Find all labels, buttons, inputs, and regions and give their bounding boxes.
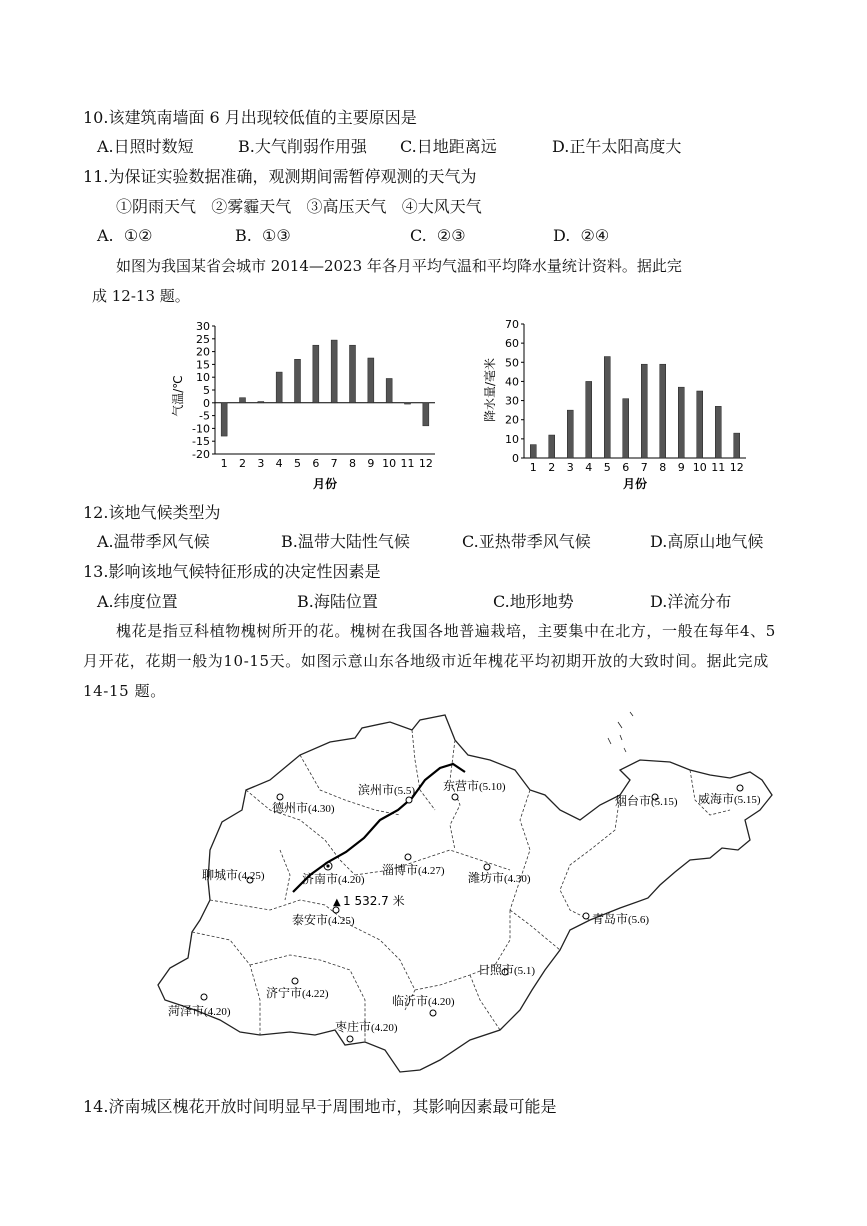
chart1-x-tick-label: 1 [220,457,228,470]
chart1-bar [350,345,356,403]
chart1-y-tick-label: 5 [203,384,210,397]
city-markers [168,778,761,1042]
chart1-x-tick-label: 4 [275,457,283,470]
chart2-x-tick-label: 9 [677,461,685,474]
chart1-x-tick-label: 7 [330,457,338,470]
chart1-bar [405,403,411,404]
q12-option-d: D.高原山地气候 [650,532,764,551]
mountain-peak-icon: ▲ [333,897,341,908]
chart2-x-tick-label: 10 [692,461,707,474]
city-marker-icon [201,994,207,1000]
chart1-y-tick-label: 30 [196,320,210,333]
chart2-x-tick-label: 1 [529,461,537,474]
capital-marker-dot [326,864,329,867]
chart2-bar [604,357,610,458]
intro-12-13-line1: 如图为我国某省会城市 2014—2023 年各月平均气温和平均降水量统计资料。据此完 [116,257,682,275]
q13-option-a: A.纬度位置 [97,592,178,611]
chart1-y-tick-label: -20 [192,448,210,461]
chart2-bar [530,445,536,458]
mountain-peak-elevation: 1 532.7 米 [343,894,405,908]
chart2-x-tick-label: 8 [659,461,667,474]
chart2-y-tick-label: 30 [505,394,519,408]
q11-option-d: D. ②④ [553,226,610,245]
chart2-x-tick-label: 12 [729,461,744,474]
chart2-bar [586,381,592,458]
chart1-bar [240,398,246,403]
intro-12-13-line2: 成 12-13 题。 [92,287,190,305]
q11-option-c: C. ②③ [410,226,466,245]
question-10-stem: 10.该建筑南墙面 6 月出现较低值的主要原因是 [83,108,417,127]
chart1-x-tick-label: 2 [239,457,246,470]
city-marker-icon [737,785,743,791]
chart1-x-tick-label: 3 [257,457,265,470]
question-11-stem: 11.为保证实验数据准确，观测期间需暂停观测的天气为 [83,167,477,186]
chart2-y-tick-label: 70 [505,318,519,331]
city-label: 枣庄市(4.20) [335,1020,398,1034]
chart2-bar [549,435,555,458]
chart2-bar [567,410,573,458]
chart2-y-tick-label: 40 [505,375,519,389]
chart2-bar [641,364,647,458]
city-marker-icon [292,978,298,984]
chart1-bar [313,345,319,403]
city-label: 聊城市(4.25) [202,868,265,882]
chart2-y-tick-label: 0 [512,452,519,465]
chart1-y-tick-label: 10 [196,371,210,385]
q13-option-c: C.地形地势 [493,592,574,611]
chart2-y-tick-label: 20 [505,413,519,427]
chart1-x-tick-label: 5 [294,457,301,470]
chart2-bar [678,387,684,458]
city-label: 滨州市(5.5) [358,783,416,797]
q13-option-b: B.海陆位置 [297,592,378,611]
chart2-ylabel: 降水量/毫米 [483,357,497,423]
chart2-y-tick-label: 50 [505,356,519,370]
city-label: 济宁市(4.22) [266,986,329,1000]
city-marker-icon [277,794,283,800]
chart1-x-tick-label: 10 [382,457,397,470]
q10-option-c: C.日地距离远 [400,137,497,156]
chart1-bar [258,402,264,403]
chart2-y-tick-label: 60 [505,337,519,351]
chart2-x-tick-label: 4 [585,461,593,474]
city-marker-icon [452,794,458,800]
q10-option-a: A.日照时数短 [97,137,194,156]
chart1-bar [276,372,282,403]
q13-option-d: D.洋流分布 [650,592,732,611]
chart2-bar [697,391,703,458]
chart1-y-tick-label: -15 [192,435,210,449]
chart1-y-tick-label: 25 [196,332,210,346]
city-label: 日照市(5.1) [478,963,536,977]
city-label: 威海市(5.15) [698,792,761,806]
q12-option-b: B.温带大陆性气候 [281,532,410,551]
chart1-bar [423,403,429,426]
q11-option-a: A. ①② [97,226,153,245]
q12-option-a: A.温带季风气候 [97,532,210,551]
city-label: 淄博市(4.27) [382,863,445,877]
chart2-x-tick-label: 3 [566,461,574,474]
chart2-x-tick-label: 6 [622,461,630,474]
shandong-map [150,700,790,1080]
chart1-y-tick-label: 0 [203,396,210,410]
q10-option-b: B.大气削弱作用强 [238,137,367,156]
chart1-y-tick-label: -10 [192,422,210,436]
city-marker-icon [484,864,490,870]
q11-option-b: B. ①③ [235,226,291,245]
city-label: 东营市(5.10) [443,779,506,793]
city-label: 青岛市(5.6) [592,912,650,926]
q11-items: ①阴雨天气 ②雾霾天气 ③高压天气 ④大风天气 [116,197,482,216]
temperature-chart [168,316,448,494]
chart1-ylabel: 气温/℃ [171,375,185,417]
province-outline [158,715,772,1072]
city-label: 烟台市(5.15) [615,794,678,808]
city-label: 菏泽市(4.20) [168,1004,231,1018]
chart2-x-tick-label: 5 [603,461,611,474]
intro-14-15: 槐花是指豆科植物槐树所开的花。槐树在我国各地普遍栽培，主要集中在北方，一般在每年4、5月开花，花期一般为10-15天。如图示意山东各地级市近年槐花平均初期开放的大致时间。据此完成 14-15 题。 [83,622,776,700]
chart1-bar [221,403,227,436]
city-label: 济南市(4.20) [302,872,365,886]
city-marker-icon [347,1036,353,1042]
city-marker-icon [430,1010,436,1016]
chart1-y-tick-label: 15 [196,358,210,372]
q12-option-c: C.亚热带季风气候 [462,532,591,551]
precipitation-chart [480,316,760,494]
chart1-bar [386,378,392,402]
city-marker-icon [406,797,412,803]
chart2-y-tick-label: 10 [505,432,519,446]
q10-option-d: D.正午太阳高度大 [552,137,682,156]
city-label: 潍坊市(4.30) [468,871,531,885]
chart1-x-tick-label: 6 [312,457,320,470]
chart1-x-tick-label: 11 [400,457,415,470]
coastal-islands [608,712,633,752]
chart1-x-tick-label: 9 [367,457,375,470]
chart1-bar [331,340,337,403]
chart1-bar [295,359,301,403]
city-label: 泰安市(4.25) [292,913,355,927]
chart2-xlabel: 月份 [622,477,648,491]
chart1-y-tick-label: 20 [196,345,210,359]
question-13-stem: 13.影响该地气候特征形成的决定性因素是 [83,562,381,581]
city-label: 临沂市(4.20) [392,994,455,1008]
city-marker-icon [405,854,411,860]
question-12-stem: 12.该地气候类型为 [83,503,221,522]
chart2-x-tick-label: 7 [640,461,648,474]
chart2-bar [623,399,629,458]
city-label: 德州市(4.30) [272,801,335,815]
chart2-bar [734,433,740,458]
chart2-bar [715,406,721,458]
chart1-y-tick-label: -5 [199,409,210,423]
chart2-x-tick-label: 11 [711,461,726,474]
city-marker-icon [583,913,589,919]
chart1-xlabel: 月份 [312,477,338,491]
chart2-x-tick-label: 2 [548,461,556,474]
chart1-x-tick-label: 12 [418,457,433,470]
chart2-bar [660,364,666,458]
question-14-stem: 14.济南城区槐花开放时间明显早于周围地市，其影响因素最可能是 [83,1097,557,1116]
chart1-bar [368,358,374,403]
chart1-x-tick-label: 8 [349,457,356,470]
